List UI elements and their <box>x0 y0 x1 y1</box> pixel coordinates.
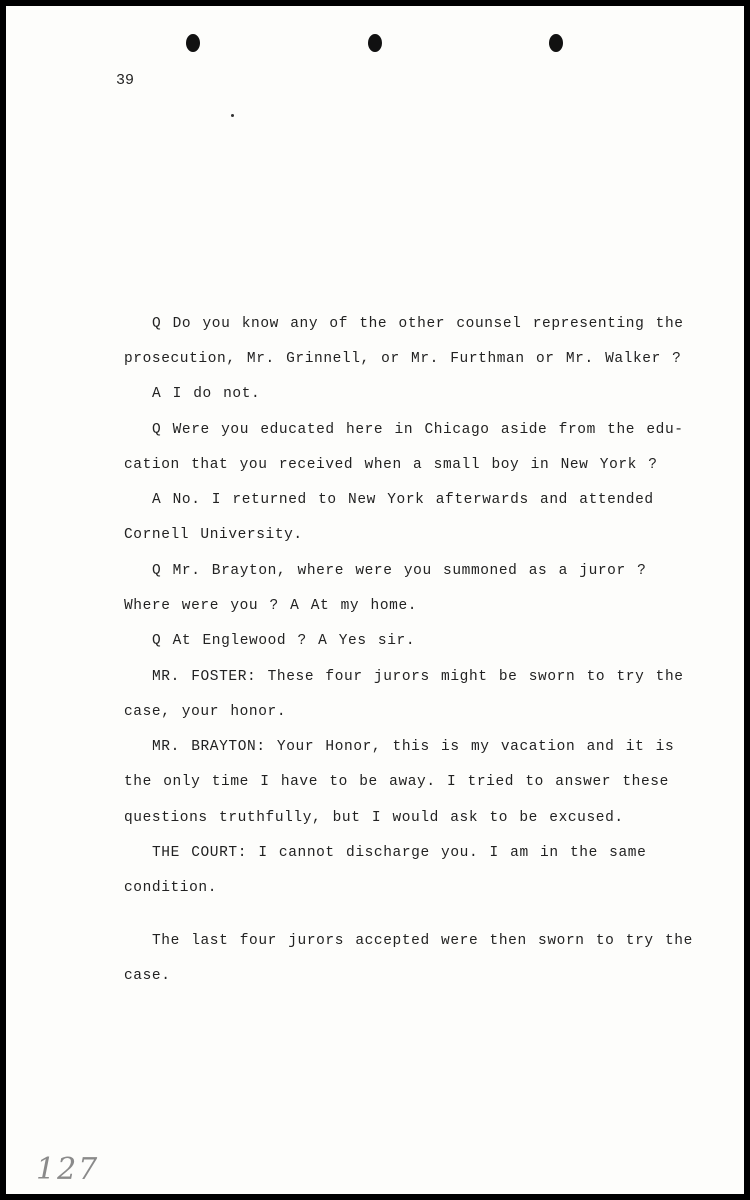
text-line: the only time I have to be away. I tried to answer these <box>124 774 669 790</box>
text-line: MR. FOSTER: These four jurors might be sworn to try the <box>152 669 684 685</box>
page-number: 39 <box>116 72 135 89</box>
text-line: The last four jurors accepted were then sworn to try the <box>152 933 693 949</box>
text-line: Where were you ? A At my home. <box>124 598 418 614</box>
text-line: Q Were you educated here in Chicago aside from the edu- <box>152 422 684 438</box>
ink-speck <box>231 114 234 117</box>
handwritten-margin-mark: 127 <box>36 1152 100 1187</box>
text-line: prosecution, Mr. Grinnell, or Mr. Furthman or Mr. Walker ? <box>124 351 682 367</box>
punch-hole <box>549 34 563 52</box>
text-line: Q Mr. Brayton, where were you summoned as a juror ? <box>152 563 647 579</box>
document-page <box>6 6 744 1194</box>
text-line: questions truthfully, but I would ask to be excused. <box>124 810 624 826</box>
text-line: A I do not. <box>152 386 261 402</box>
text-line: cation that you received when a small boy in New York ? <box>124 457 658 473</box>
text-line: MR. BRAYTON: Your Honor, this is my vacation and it is <box>152 739 675 755</box>
text-line: Cornell University. <box>124 527 303 543</box>
text-line: Q Do you know any of the other counsel representing the <box>152 316 684 332</box>
text-line: condition. <box>124 880 218 896</box>
text-line: Q At Englewood ? A Yes sir. <box>152 633 416 649</box>
text-line: case, your honor. <box>124 704 287 720</box>
punch-hole <box>186 34 200 52</box>
text-line: THE COURT: I cannot discharge you. I am in the same <box>152 845 647 861</box>
text-line: A No. I returned to New York afterwards and attended <box>152 492 654 508</box>
punch-hole <box>368 34 382 52</box>
text-line: case. <box>124 968 171 984</box>
